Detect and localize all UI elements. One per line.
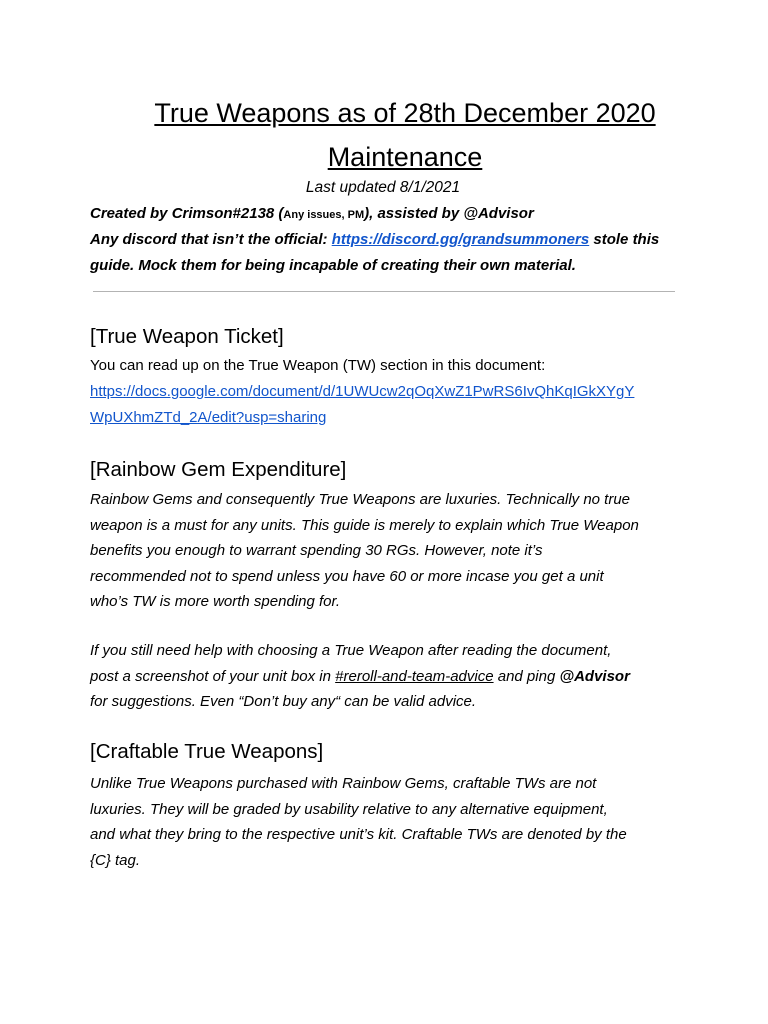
rainbow-paragraph-1: [90, 487, 690, 615]
any-issues-text: Any issues, PM: [283, 209, 365, 221]
craftable-line: luxuries. They will be graded by usability relative to any alternative equipment,: [90, 800, 608, 818]
docs-link-part-1[interactable]: https://docs.google.com/document/d/1UWUcw2qOqXwZ1PwRS6IvQhKqIGkXYgY: [90, 383, 635, 400]
rainbow-p1-line: recommended not to spend unless you have 60 or more incase you get a unit: [90, 567, 604, 585]
created-by-text: Created by Crimson#2138 (: [90, 205, 284, 222]
craftable-line: Unlike True Weapons purchased with Rainbow Gems, craftable TWs are not: [90, 775, 597, 792]
heading-true-weapon-ticket: [True Weapon Ticket]: [90, 325, 284, 348]
craftable-paragraph: [90, 771, 690, 873]
ticket-link-line-1[interactable]: [90, 383, 634, 400]
discord-notice-line-1: [90, 231, 659, 248]
rainbow-p2-line-2-prefix: post a screenshot of your unit box in: [90, 667, 336, 685]
advisor-mention: @Advisor: [559, 667, 630, 685]
last-updated: Last updated 8/1/2021: [305, 179, 461, 196]
rainbow-p2-line-3: for suggestions. Even “Don’t buy any“ can be valid advice.: [90, 693, 477, 710]
discord-notice-prefix: Any discord that isn’t the official:: [90, 231, 332, 248]
reroll-channel-link[interactable]: #reroll-and-team-advice: [335, 667, 494, 685]
discord-notice-line-2: guide. Mock them for being incapable of creating their own material.: [90, 257, 576, 274]
rainbow-p1-line: weapon is a must for any units. This guide is merely to explain which True Weapon: [90, 516, 639, 534]
ticket-text: You can read up on the True Weapon (TW) section in this document:: [90, 357, 546, 374]
ticket-link-line-2[interactable]: [90, 409, 326, 426]
heading-rainbow-gem-expenditure: [Rainbow Gem Expenditure]: [90, 458, 347, 481]
craftable-line: and what they bring to the respective unit’s kit. Craftable TWs are denoted by the: [90, 826, 627, 843]
rainbow-paragraph-2: [90, 638, 690, 715]
docs-link-part-2[interactable]: WpUXhmZTd_2A/edit?usp=sharing: [90, 409, 327, 426]
rainbow-p1-line: Rainbow Gems and consequently True Weapons are luxuries. Technically no true: [90, 491, 631, 508]
discord-notice-suffix: stole this: [589, 231, 660, 248]
rainbow-p1-line: who’s TW is more worth spending for.: [90, 593, 341, 610]
divider: [93, 291, 675, 292]
document-title-line-1: True Weapons as of 28th December 2020: [154, 98, 656, 128]
heading-craftable-true-weapons: [Craftable True Weapons]: [90, 740, 324, 763]
rainbow-p2-line-2-mid: and ping: [493, 667, 560, 685]
craftable-line: {C} tag.: [90, 851, 141, 869]
document-title-line-2: Maintenance: [327, 142, 483, 172]
rainbow-p1-line: benefits you enough to warrant spending 30 RGs. However, note it’s: [90, 542, 543, 559]
official-discord-link[interactable]: https://discord.gg/grandsummoners: [331, 231, 590, 248]
credits-line: [90, 205, 534, 222]
assisted-by-text: ), assisted by @Advisor: [364, 205, 534, 222]
rainbow-p2-line-1: If you still need help with choosing a True Weapon after reading the document,: [90, 642, 612, 659]
rainbow-p2-line-2: [90, 664, 690, 690]
